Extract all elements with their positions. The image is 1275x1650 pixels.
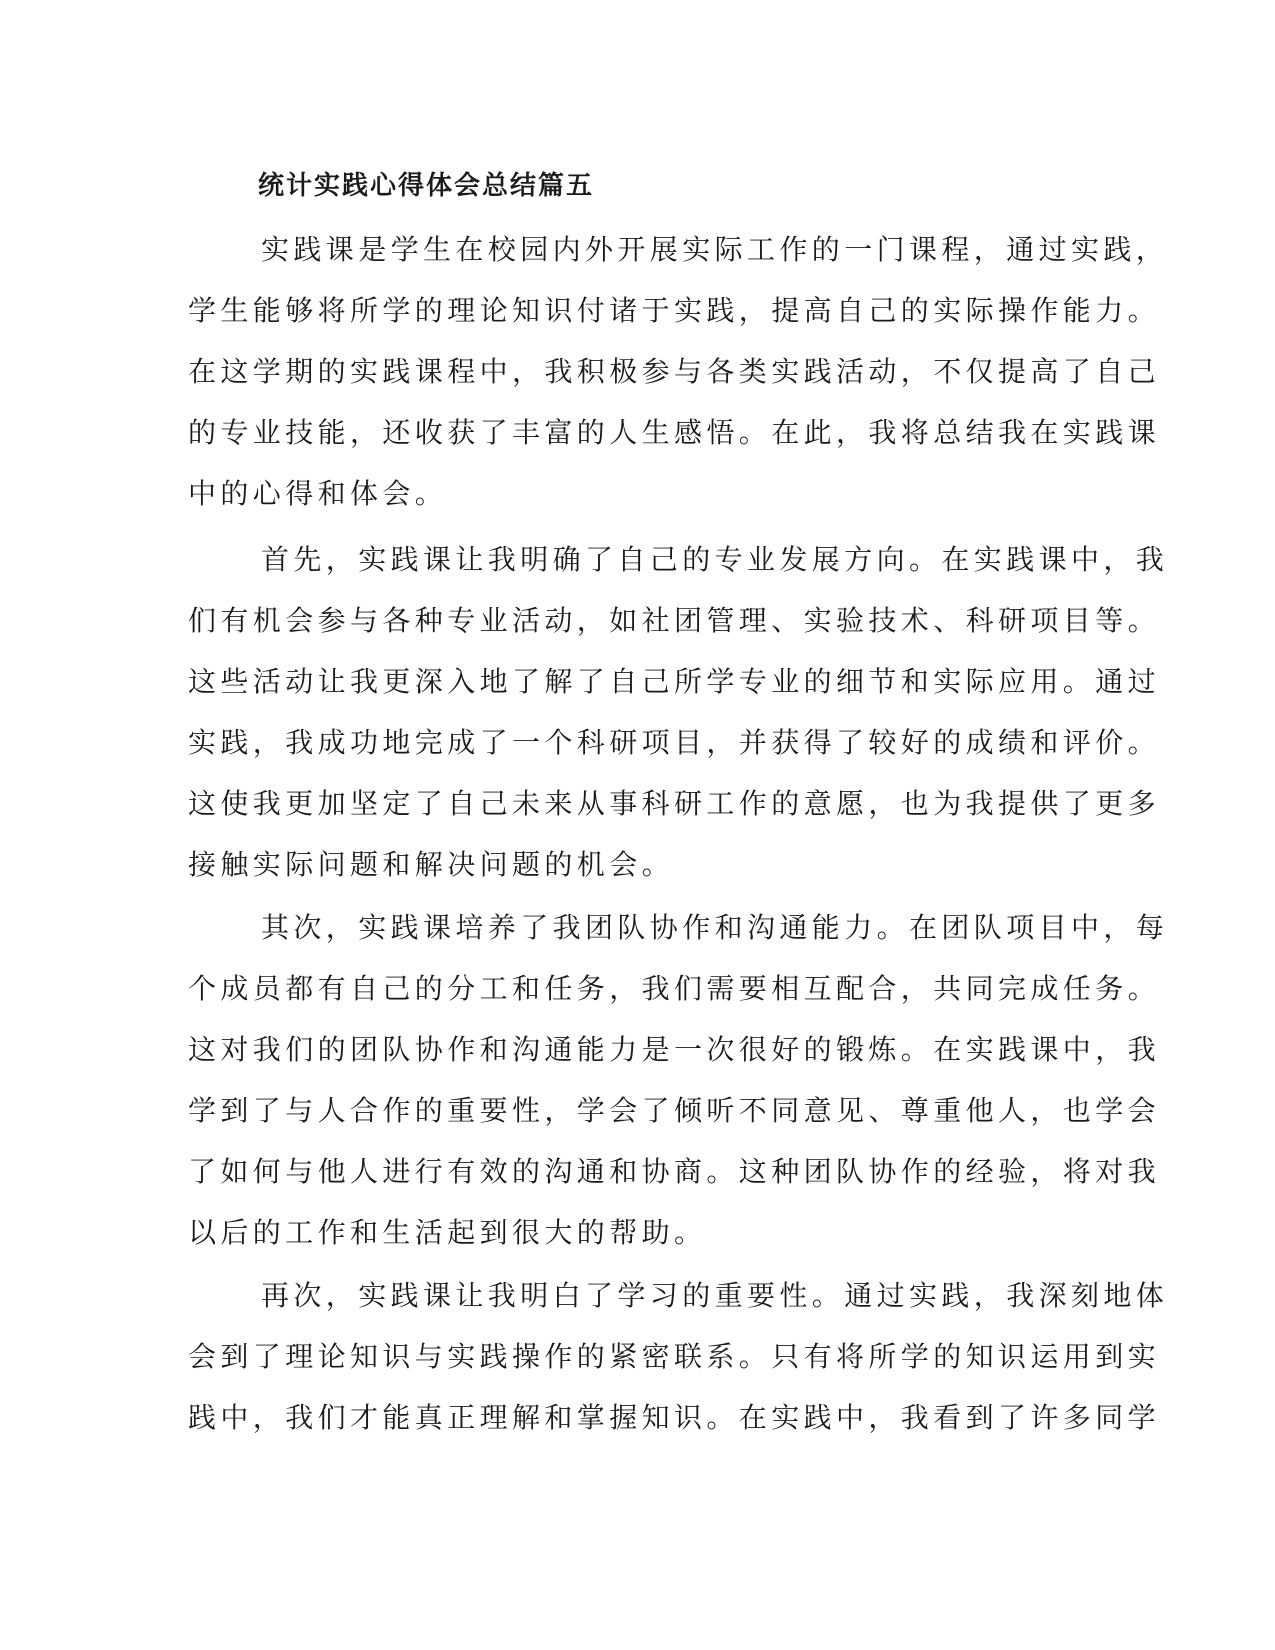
paragraph-line: 会到了理论知识与实践操作的紧密联系。只有将所学的知识运用到实 — [188, 1340, 1161, 1373]
paragraph-line: 其次，实践课培养了我团队协作和沟通能力。在团队项目中，每 — [261, 911, 1169, 944]
paragraph-first-point — [188, 529, 1169, 895]
paragraph-third-point — [188, 1265, 1169, 1448]
paragraph-line: 践中，我们才能真正理解和掌握知识。在实践中，我看到了许多同学 — [188, 1401, 1161, 1434]
paragraph-line: 再次，实践课让我明白了学习的重要性。通过实践，我深刻地体 — [261, 1279, 1169, 1312]
paragraph-line: 实践课是学生在校园内外开展实际工作的一门课程，通过实践， — [261, 233, 1169, 266]
paragraph-line: 实践，我成功地完成了一个科研项目，并获得了较好的成绩和评价。 — [188, 726, 1161, 759]
paragraph-line: 接触实际问题和解决问题的机会。 — [188, 848, 675, 881]
paragraph-line: 们有机会参与各种专业活动，如社团管理、实验技术、科研项目等。 — [188, 604, 1161, 637]
paragraph-line: 这对我们的团队协作和沟通能力是一次很好的锻炼。在实践课中，我 — [188, 1033, 1161, 1066]
paragraph-line: 了如何与他人进行有效的沟通和协商。这种团队协作的经验，将对我 — [188, 1155, 1161, 1188]
paragraph-intro — [188, 219, 1169, 524]
paragraph-line: 个成员都有自己的分工和任务，我们需要相互配合，共同完成任务。 — [188, 972, 1161, 1005]
paragraph-line: 学到了与人合作的重要性，学会了倾听不同意见、尊重他人，也学会 — [188, 1094, 1161, 1127]
paragraph-line: 这使我更加坚定了自己未来从事科研工作的意愿，也为我提供了更多 — [188, 787, 1161, 820]
paragraph-line: 在这学期的实践课程中，我积极参与各类实践活动，不仅提高了自己 — [188, 355, 1161, 388]
document-title: 统计实践心得体会总结篇五 — [258, 171, 595, 201]
paragraph-line: 中的心得和体会。 — [188, 477, 448, 510]
paragraph-line: 这些活动让我更深入地了解了自己所学专业的细节和实际应用。通过 — [188, 665, 1161, 698]
paragraph-line: 学生能够将所学的理论知识付诸于实践，提高自己的实际操作能力。 — [188, 294, 1161, 327]
paragraph-line: 首先，实践课让我明确了自己的专业发展方向。在实践课中，我 — [261, 543, 1169, 576]
paragraph-second-point — [188, 897, 1169, 1263]
paragraph-line: 以后的工作和生活起到很大的帮助。 — [188, 1216, 707, 1249]
paragraph-line: 的专业技能，还收获了丰富的人生感悟。在此，我将总结我在实践课 — [188, 416, 1161, 449]
